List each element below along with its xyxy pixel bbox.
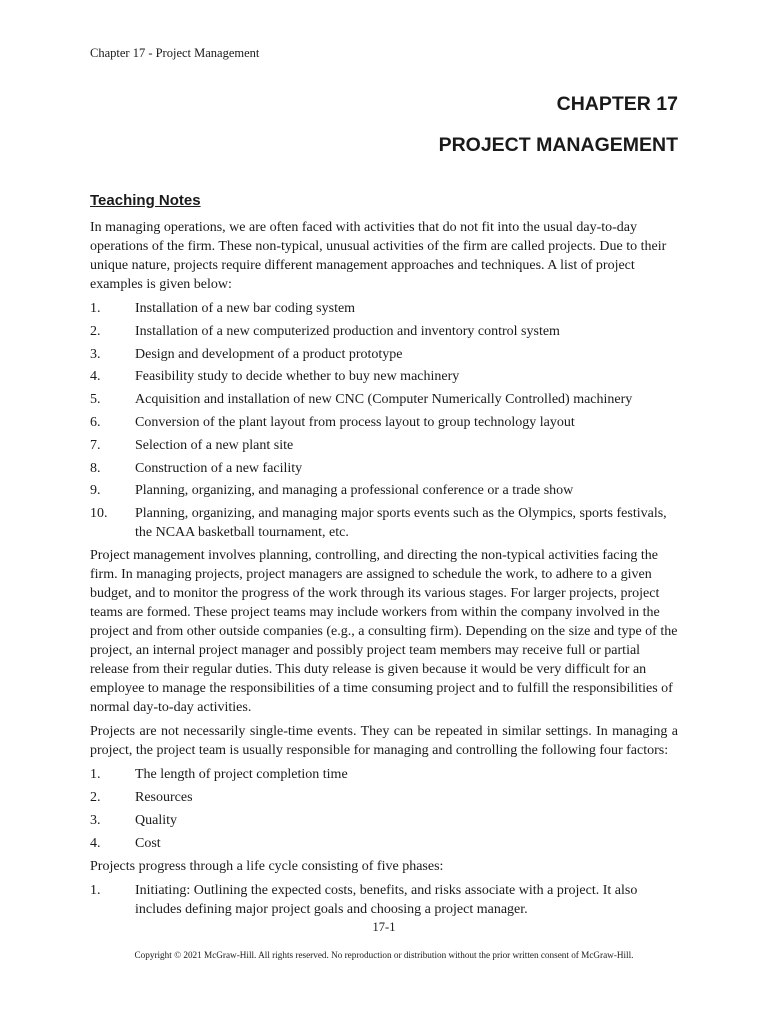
list-text: The length of project completion time [135,767,348,783]
list-number: 2. [90,789,101,805]
list-item [90,345,678,364]
project-management-paragraph: Project management involves planning, controlling, and directing the non-typical activities facing the firm. In managing projects, project managers are assigned to schedule the work, to adhere to a given budget, and to monitor the progress of the work through its various stages. For larger projects, project teams are formed. These project teams may include workers from within the company involved in the project and from other outside companies (e.g., a consulting firm). Depending on the size and type of the project, an internal project manager and possibly project team members may receive full or partial release from their regular duties. This duty release is given because it would be very difficult for an employee to manage the responsibilities of a time consuming project and to fulfill the responsibilities of normal day-to-day activities. [90,548,678,716]
list-text: Feasibility study to decide whether to buy new machinery [135,369,460,385]
list-text: Installation of a new bar coding system [135,301,356,316]
list-item [90,504,678,542]
chapter-heading-block [90,92,678,157]
list-item [90,811,678,830]
list-text: Planning, organizing, and managing major sports events such as the Olympics, sports festivals, the NCAA basketball tournament, etc. [135,506,667,541]
list-number: 3. [90,346,101,362]
page-number: 17-1 [372,920,396,934]
list-text: Design and development of a product prototype [135,346,403,362]
list-item [90,322,678,341]
list-number: 1. [90,882,101,898]
section-heading: Teaching Notes [90,192,201,209]
list-item [90,481,678,500]
list-item [90,459,678,478]
list-number: 10. [90,506,108,522]
list-number: 9. [90,483,101,499]
list-number: 5. [90,392,101,408]
list-item [90,436,678,455]
chapter-number: CHAPTER 17 [556,93,678,115]
list-item [90,367,678,386]
list-number: 4. [90,369,101,385]
list-item [90,788,678,807]
list-text: Selection of a new plant site [135,437,294,453]
list-text: Construction of a new facility [135,460,303,476]
list-number: 1. [90,301,101,316]
factors-list [90,765,678,852]
list-text: Initiating: Outlining the expected costs, benefits, and risks associate with a project. It also includes defining major project goals and choosing a project manager. [135,882,638,917]
list-text: Installation of a new computerized production and inventory control system [135,323,560,339]
factors-intro-paragraph: Projects are not necessarily single-time events. They can be repeated in similar settings. In managing a project, the project team is usually responsible for managing and controlling the following four factors: [90,724,678,759]
list-text: Resources [135,789,193,805]
list-item [90,881,678,919]
list-text: Quality [135,812,177,828]
phases-list [90,881,678,919]
list-number: 6. [90,414,101,430]
list-item [90,390,678,409]
copyright-notice: Copyright © 2021 McGraw-Hill. All rights reserved. No reproduction or distribution without the prior written consent of McGraw-Hill. [134,950,634,960]
list-number: 1. [90,767,101,783]
intro-paragraph: In managing operations, we are often faced with activities that do not fit into the usual day-to-day operations of the firm. These non-typical, unusual activities of the firm are called projects. Due to their unique nature, projects require different management approaches and techniques. A list of project examples is given below: [90,220,667,292]
list-item [90,413,678,432]
list-item [90,834,678,853]
list-text: Cost [135,835,161,851]
life-cycle-paragraph: Projects progress through a life cycle consisting of five phases: [90,858,444,874]
list-number: 3. [90,812,101,828]
project-examples-list [90,299,678,542]
running-header: Chapter 17 - Project Management [90,46,260,60]
teaching-notes-section [90,191,678,923]
list-number: 7. [90,437,101,453]
list-text: Acquisition and installation of new CNC (Computer Numerically Controlled) machinery [135,392,633,408]
list-number: 4. [90,835,101,851]
list-item [90,299,678,318]
list-text: Conversion of the plant layout from process layout to group technology layout [135,414,575,430]
list-item [90,765,678,784]
chapter-title: PROJECT MANAGEMENT [438,134,678,156]
list-text: Planning, organizing, and managing a professional conference or a trade show [135,483,574,499]
list-number: 8. [90,460,101,476]
list-number: 2. [90,323,101,339]
